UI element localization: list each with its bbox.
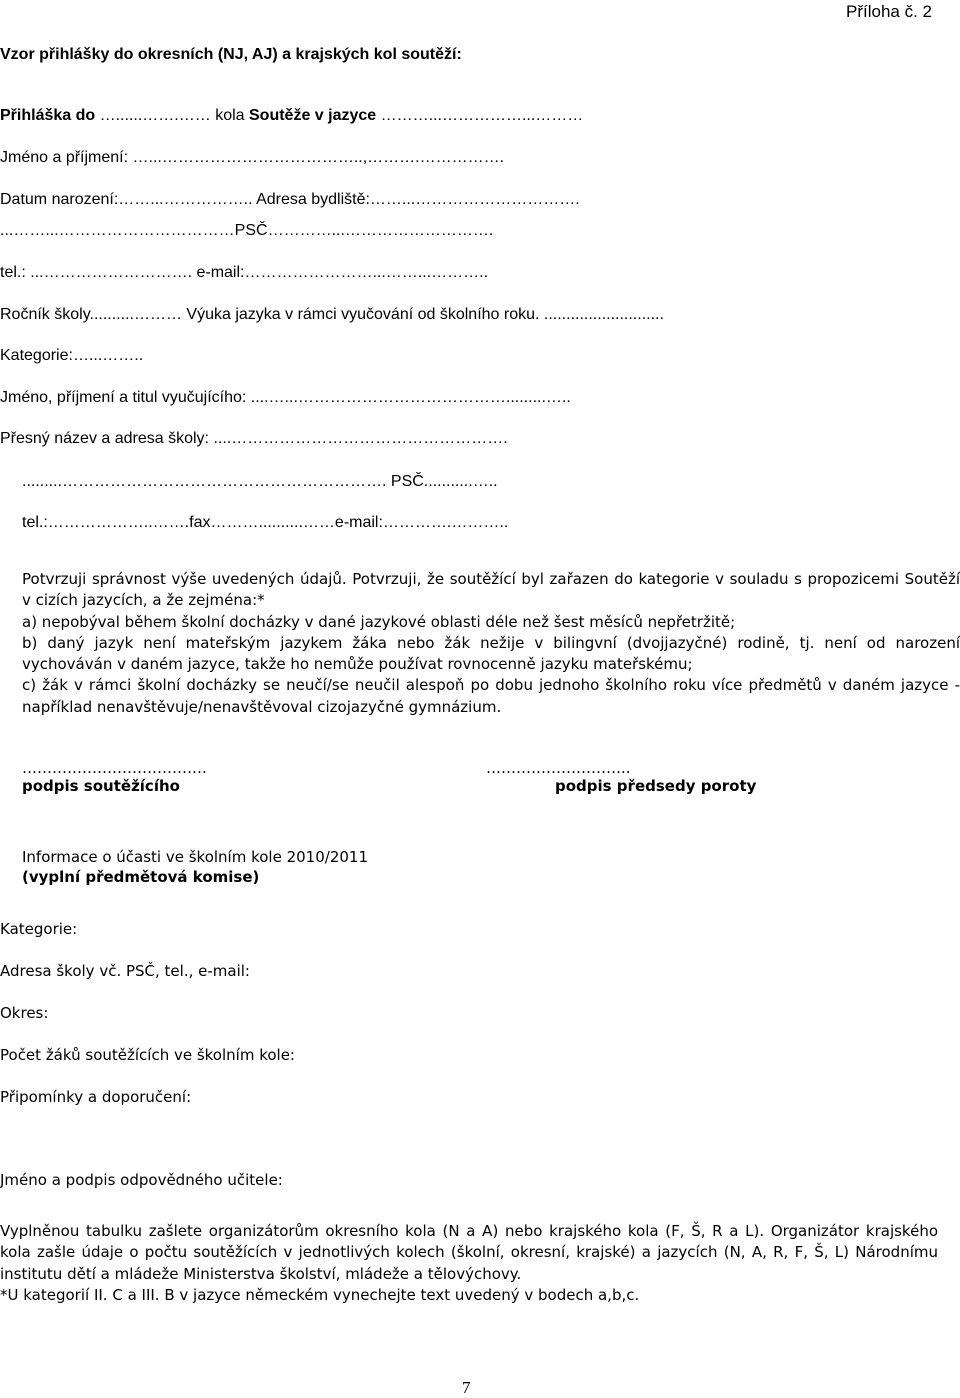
attachment-label: Příloha č. 2 [846, 2, 932, 21]
confirmation-text: Potvrzuji správnost výše uvedených údajů. Potvrzuji, že soutěžící byl zařazen do kategorie v souladu s propozicemi Soutěží v cizích jazycích, a že zejména:* [22, 570, 960, 610]
grade-field: Ročník školy..........……… Výuka jazyka v rámci vyučování od školního roku. ........................... [0, 306, 664, 323]
teacher-field: Jméno, příjmení a titul vyučujícího: ....…...………………………………….........….. [0, 389, 571, 406]
school-round-teacher: Jméno a podpis odpovědného učitele: [0, 1171, 283, 1189]
school-round-remarks: Připomínky a doporučení: [0, 1088, 192, 1106]
footer-note: *U kategorií II. C a III. B v jazyce německém vynechejte text uvedený v bodech a,b,c. [0, 1285, 640, 1304]
condition-c: c) žák v rámci školní docházky se neučí/se neučil alespoň po dobu jednoho školního roku více předmětů v daném jazyce - například nenavštěvuje/nenavštěvoval cizojazyčné gymnázium. [22, 676, 960, 716]
phone-email-field: tel.: ...………………………. e-mail:……………………...……...……….. [0, 264, 489, 281]
school-round-info: Informace o účasti ve školním kole 2010/2011 [22, 848, 368, 866]
document-title: Vzor přihlášky do okresních (NJ, AJ) a krajských kol soutěží: [0, 46, 462, 63]
round-field: …......…….…… [99, 107, 211, 124]
birth-address-field: Datum narození:……...…………….. Adresa bydliště:……...…………………………. [0, 191, 580, 208]
school-round-district: Okres: [0, 1004, 49, 1022]
school-contact-field: tel.:………………..…….fax………..........……e-mail:………….……….. [22, 514, 509, 531]
school-round-fill-note: (vyplní předmětová komise) [22, 868, 260, 886]
category-field: Kategorie:…...…….. [0, 347, 144, 364]
confirmation-block [22, 569, 960, 718]
condition-b: b) daný jazyk není mateřským jazykem žáka nebo žák nežije v bilingvní (dvojjazyčné) rodině, tj. není od narození vychováván v daném jazyce, takže ho nemůže používat rovnocenně jazyku mateřskému; [22, 633, 960, 674]
postcode-field: ...……...……………………………PSČ…………...………………………. [0, 222, 494, 239]
name-field: Jméno a příjmení: …...………………………………..,……….……………. [0, 149, 505, 166]
competition-name: Soutěže v jazyce [249, 107, 377, 124]
application-line [0, 106, 583, 126]
school-field: Přesný název a adresa školy: ....……………………………………………. [0, 430, 508, 447]
footer-instructions: Vyplněnou tabulku zašlete organizátorům okresního kola (N a A) nebo krajského kola (F, Š, R a L). Organizátor krajského kola zašle údaje o počtu soutěžících v jednotlivých kolech (školní, okresní, krajské) a jazycích (N, A, R, F, Š, L) Národnímu institutu dětí a mládeže Ministerstva školství, mládeže a tělovýchovy. [0, 1222, 938, 1283]
application-prefix: Přihláška do [0, 107, 96, 124]
signature-line-left: ………………………………. [22, 759, 207, 777]
language-field: ………...……………...……… [380, 107, 584, 124]
chair-signature-label: podpis předsedy poroty [555, 777, 757, 795]
school-round-count: Počet žáků soutěžících ve školním kole: [0, 1046, 295, 1064]
school-round-address: Adresa školy vč. PSČ, tel., e-mail: [0, 962, 250, 980]
school-round-category: Kategorie: [0, 920, 78, 938]
round-suffix: kola [215, 107, 245, 124]
condition-a: a) nepobýval během školní docházky v dané jazykové oblasti déle než šest měsíců nepřetržitě; [22, 612, 736, 631]
contestant-signature-label: podpis soutěžícího [22, 777, 180, 795]
school-postcode-field: .........……………………………………………………. PSČ...........….. [22, 473, 498, 490]
signature-line-right: ……………………….. [486, 759, 631, 777]
page-number: 7 [462, 1378, 471, 1397]
footer-block [0, 1221, 938, 1306]
